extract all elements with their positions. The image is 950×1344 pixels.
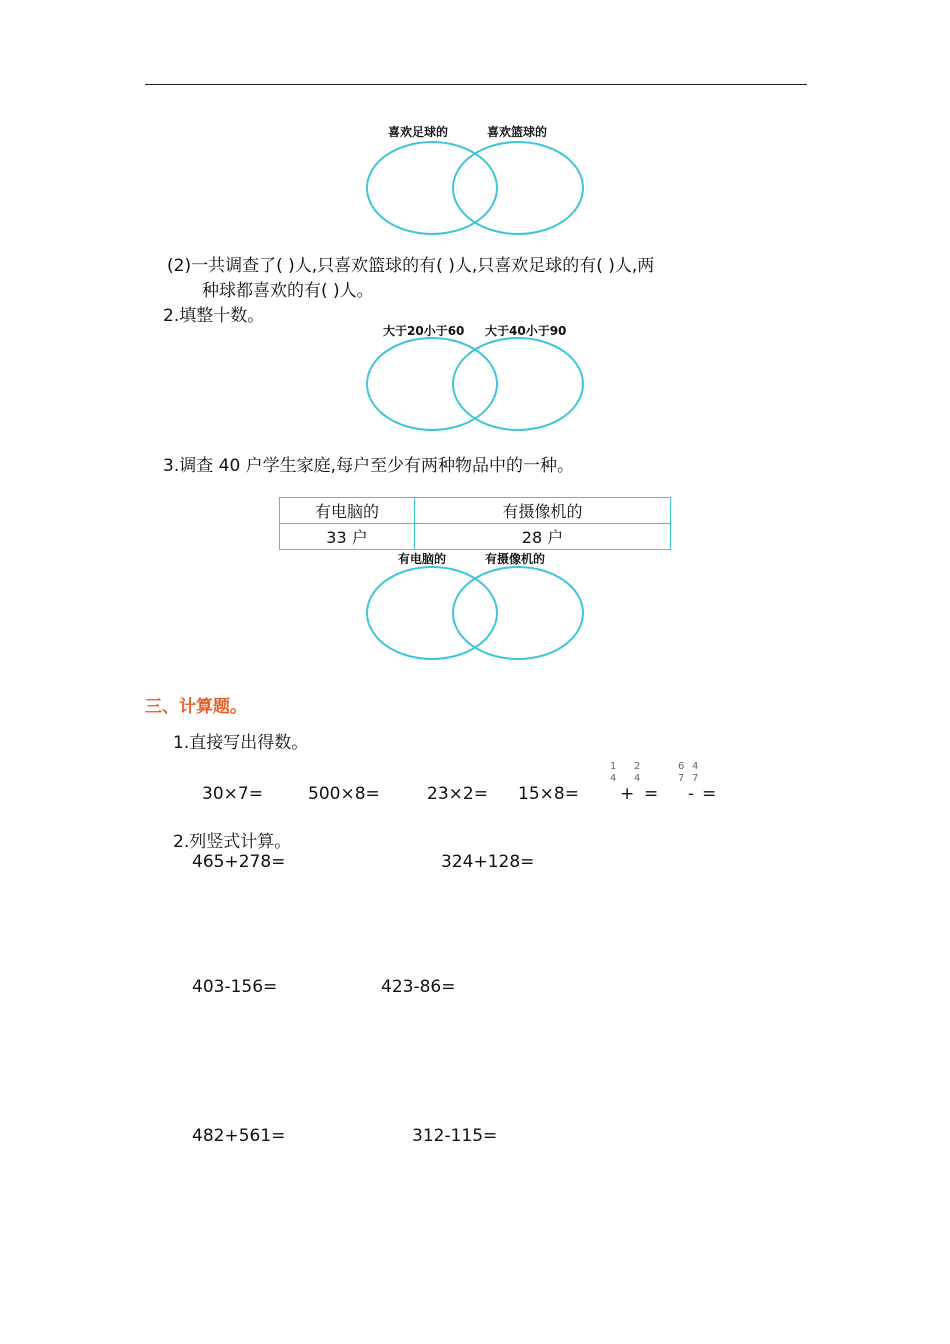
denominator: 4: [610, 773, 617, 784]
equals-sign: =: [702, 784, 717, 804]
venn2-right-label: 大于40小于90: [485, 324, 567, 338]
table-header-computer: 有电脑的: [280, 498, 415, 524]
denominator: 7: [678, 773, 685, 784]
calc1-item: 500×8=: [308, 784, 380, 804]
equals-sign: =: [644, 784, 659, 804]
denominator: 7: [692, 773, 699, 784]
fraction: [634, 761, 640, 785]
calc1-item: 23×2=: [427, 784, 488, 804]
q3-table: [279, 497, 671, 550]
calc1-item: 30×7=: [202, 784, 263, 804]
calc2-item: 312-115=: [412, 1126, 498, 1146]
numerator: 4: [692, 761, 699, 772]
table-value-computer: 33 户: [280, 524, 415, 550]
denominator: 4: [634, 773, 641, 784]
table-row: [280, 524, 671, 550]
fraction-expression-1b: [634, 761, 640, 785]
venn2-left-label: 大于20小于60: [383, 324, 465, 338]
calc1-title: 1.直接写出得数。: [173, 733, 309, 753]
q1-2-line2: 种球都喜欢的有( )人。: [202, 281, 374, 301]
calc1-item: 15×8=: [518, 784, 579, 804]
calc2-item: 423-86=: [381, 977, 456, 997]
venn1-left-label: 喜欢足球的: [388, 125, 449, 139]
section-title-calculation: 三、计算题。: [145, 697, 247, 717]
calc2-title: 2.列竖式计算。: [173, 832, 292, 852]
table-value-camera: 28 户: [415, 524, 671, 550]
operator-minus: -: [688, 784, 695, 804]
header-rule: [145, 84, 807, 85]
calc2-item: 403-156=: [192, 977, 278, 997]
q1-2-line1: (2)一共调查了( )人,只喜欢篮球的有( )人,只喜欢足球的有( )人,两: [167, 256, 655, 276]
calc2-item: 482+561=: [192, 1126, 286, 1146]
fraction: [610, 761, 616, 785]
venn1-right-label: 喜欢篮球的: [487, 125, 548, 139]
numerator: 6: [678, 761, 685, 772]
fraction-expression-2: [678, 761, 684, 785]
numerator: 2: [634, 761, 641, 772]
q2-title: 2.填整十数。: [163, 306, 265, 326]
numerator: 1: [610, 761, 617, 772]
operator-plus: +: [620, 784, 635, 804]
calc2-item: 324+128=: [441, 852, 535, 872]
q3-title: 3.调查 40 户学生家庭,每户至少有两种物品中的一种。: [163, 456, 575, 476]
venn3-right-label: 有摄像机的: [485, 552, 546, 566]
calc2-item: 465+278=: [192, 852, 286, 872]
fraction-expression-1: [610, 761, 616, 785]
venn-diagram-2: [360, 334, 592, 436]
fraction: [678, 761, 684, 785]
table-header-camera: 有摄像机的: [415, 498, 671, 524]
venn-diagram-3: [360, 563, 592, 665]
table-row: [280, 498, 671, 524]
venn3-left-label: 有电脑的: [398, 552, 447, 566]
fraction-expression-2b: [692, 761, 698, 785]
venn-diagram-1: [360, 138, 592, 240]
fraction: [692, 761, 698, 785]
